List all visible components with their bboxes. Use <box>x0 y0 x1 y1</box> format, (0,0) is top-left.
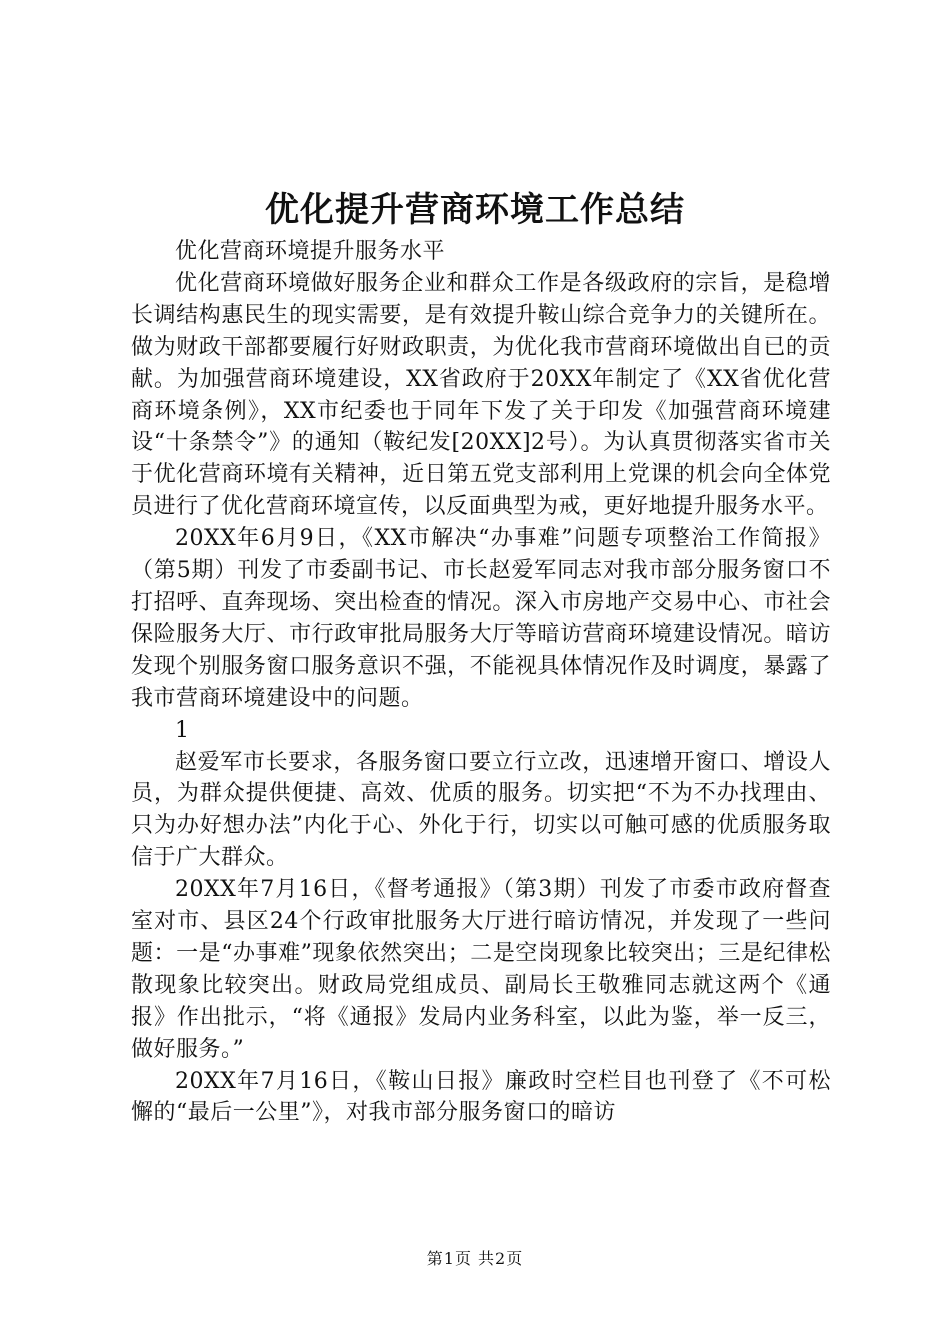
document-body <box>131 236 831 1129</box>
body-paragraph: 20XX年7月16日，《督考通报》（第3期）刊发了市委市政府督查室对市、县区24个行政审批服务大厅进行暗访情况，并发现了一些问题：一是“办事难”现象依然突出；二是空岗现象比较突出；三是纪律松散现象比较突出。财政局党组成员、副局长王敬雅同志就这两个《通报》作出批示，“将《通报》发局内业务科室，以此为鉴，举一反三，做好服务。” <box>131 877 831 1062</box>
document-title: 优化提升营商环境工作总结 <box>265 190 685 230</box>
body-paragraph: 20XX年6月9日，《XX市解决“办事难”问题专项整治工作简报》（第5期）刊发了市委副书记、市长赵爱军同志对我市部分服务窗口不打招呼、直奔现场、突出检查的情况。深入市房地产交易中心、市社会保险服务大厅、市行政审批局服务大厅等暗访营商环境建设情况。暗访发现个别服务窗口服务意识不强，不能视具体情况作及时调度，暴露了我市营商环境建设中的问题。 <box>131 526 831 711</box>
body-paragraph: 20XX年7月16日，《鞍山日报》廉政时空栏目也刊登了《不可松懈的“最后一公里”》，对我市部分服务窗口的暗访 <box>131 1068 831 1126</box>
inline-page-number: 1 <box>175 717 190 743</box>
page-footer: 第1页 共2页 <box>426 1249 524 1268</box>
body-paragraph: 赵爱军市长要求，各服务窗口要立行立改，迅速增开窗口、增设人员，为群众提供便捷、高效、优质的服务。切实把“不为不办找理由、只为办好想办法”内化于心、外化于行，切实以可触可感的优质服务取信于广大群众。 <box>131 749 831 871</box>
subtitle-paragraph: 优化营商环境提升服务水平 <box>175 239 446 264</box>
body-paragraph: 优化营商环境做好服务企业和群众工作是各级政府的宗旨，是稳增长调结构惠民生的现实需要，是有效提升鞍山综合竞争力的关键所在。做为财政干部都要履行好财政职责，为优化我市营商环境做出自已的贡献。为加强营商环境建设，XX省政府于20XX年制定了《XX省优化营商环境条例》，XX市纪委也于同年下发了关于印发《加强营商环境建设“十条禁令”》的通知（鞍纪发[20XX]2号）。为认真贯彻落实省市关于优化营商环境有关精神，近日第五党支部利用上党课的机会向全体党员进行了优化营商环境宣传，以反面典型为戒，更好地提升服务水平。 <box>131 270 831 520</box>
